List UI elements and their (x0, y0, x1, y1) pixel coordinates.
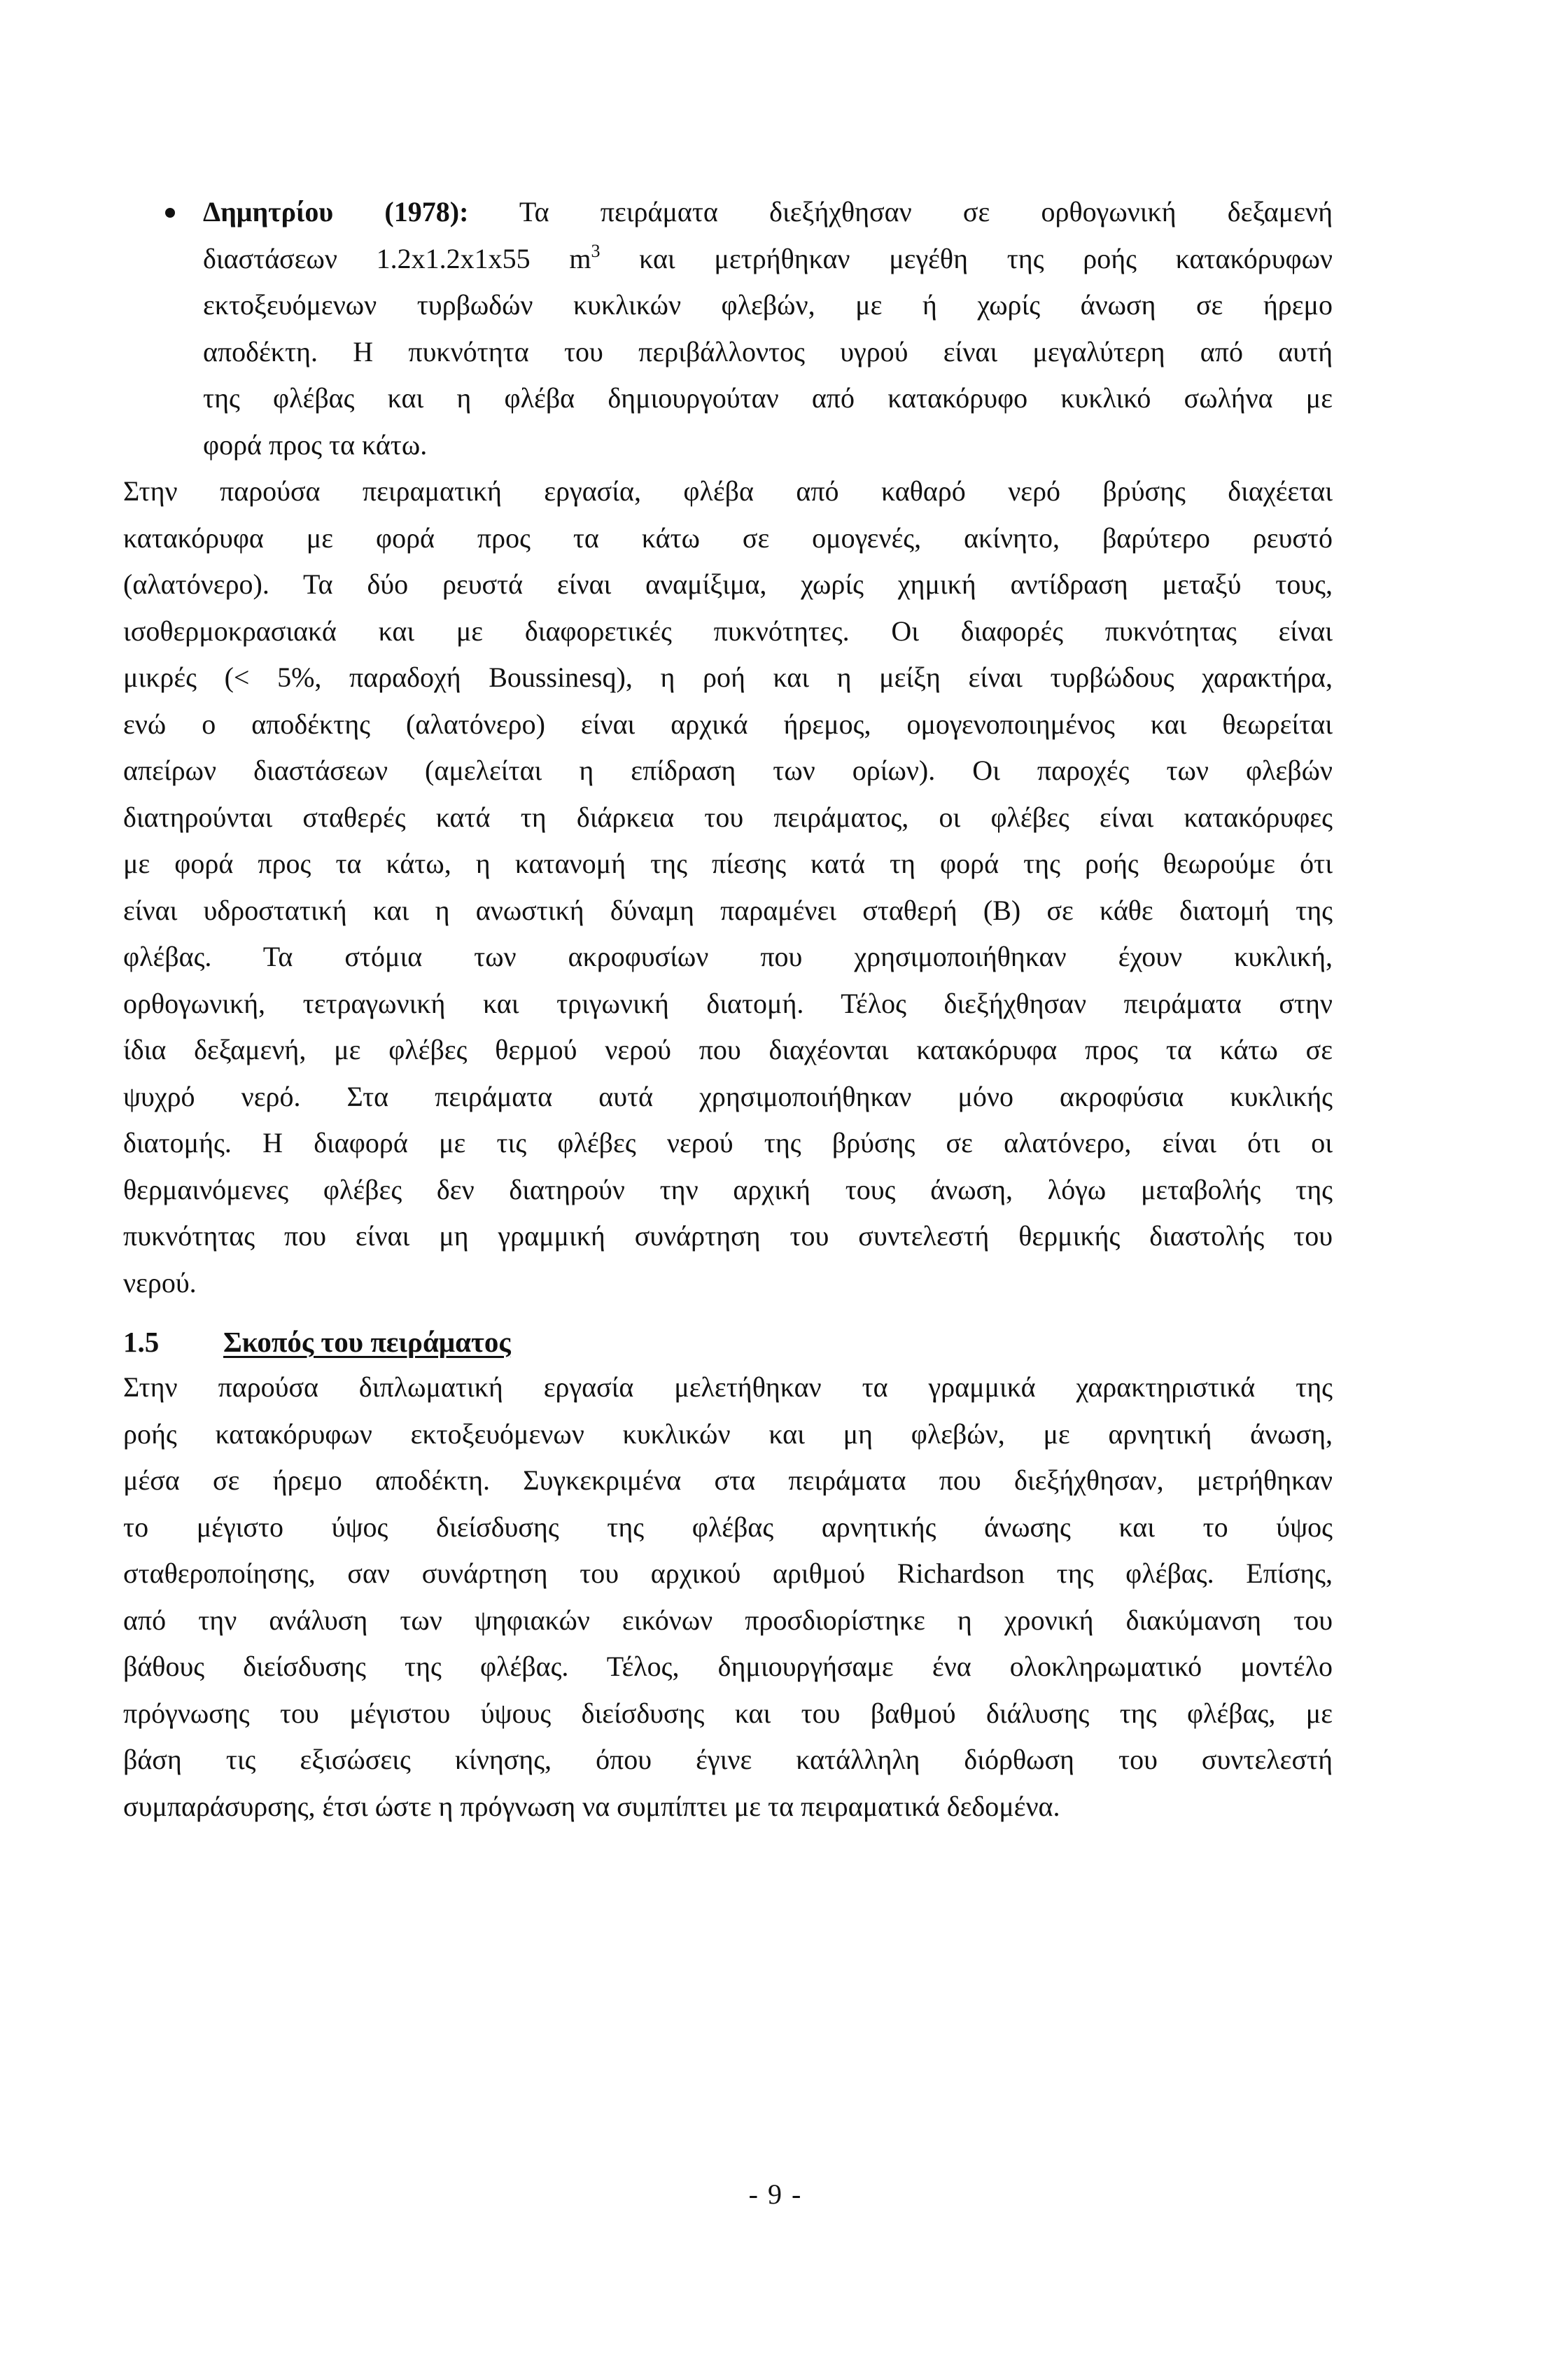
paragraph-line: νερού. (123, 1266, 197, 1298)
paragraph-line: ροής κατακόρυφων εκτοξευόμενων κυκλικών και μη φλεβών, με αρνητική άνωση, (123, 1418, 1333, 1450)
paragraph-line: διατηρούνται σταθερές κατά τη διάρκεια του πειράματος, οι φλέβες είναι κατακόρυφες (123, 801, 1333, 833)
section-title: Σκοπός του πειράματος (223, 1326, 511, 1358)
paragraph-experimental-setup (123, 468, 1333, 1306)
paragraph-line: σταθεροποίησης, σαν συνάρτηση του αρχικού αριθμού Richardson της φλέβας. Επίσης, (123, 1558, 1333, 1589)
bullet-line: της φλέβας και η φλέβα δημιουργούταν από κατακόρυφο κυκλικό σωλήνα με (203, 382, 1333, 414)
paragraph-line: ορθογωνική, τετραγωνική και τριγωνική διατομή. Τέλος διεξήχθησαν πειράματα στην (123, 987, 1333, 1019)
bullet-author: Δημητρίου (1978): (203, 196, 469, 227)
paragraph-line: διατομής. Η διαφορά με τις φλέβες νερού της βρύσης σε αλατόνερο, είναι ότι οι (123, 1127, 1333, 1158)
bullet-line: εκτοξευόμενων τυρβωδών κυκλικών φλεβών, με ή χωρίς άνωση σε ήρεμο (203, 289, 1333, 321)
paragraph-line: ψυχρό νερό. Στα πειράματα αυτά χρησιμοποιήθηκαν μόνο ακροφύσια κυκλικής (123, 1080, 1333, 1112)
bullet-item (203, 189, 1333, 468)
paragraph-line: (αλατόνερο). Τα δύο ρευστά είναι αναμίξιμα, χωρίς χημική αντίδραση μεταξύ τους, (123, 568, 1333, 600)
paragraph-line: συμπαράσυρσης, έτσι ώστε η πρόγνωση να συμπίπτει με τα πειραματικά δεδομένα. (123, 1790, 1060, 1822)
paragraph-line: θερμαινόμενες φλέβες δεν διατηρούν την αρχική τους άνωση, λόγω μεταβολής της (123, 1173, 1333, 1205)
paragraph-line: μικρές (< 5%, παραδοχή Boussinesq), η ροή και η μείξη είναι τυρβώδους χαρακτήρα, (123, 662, 1333, 693)
bullet-line: αποδέκτη. Η πυκνότητα του περιβάλλοντος υγρού είναι μεγαλύτερη από αυτή (203, 335, 1333, 368)
unit-superscript: 3 (591, 240, 601, 261)
bullet-line-text: Τα πειράματα διεξήχθησαν σε ορθογωνική δεξαμενή (468, 196, 1333, 227)
paragraph-line: ενώ ο αποδέκτης (αλατόνερο) είναι αρχικά ήρεμος, ομογενοποιημένος και θεωρείται (123, 708, 1333, 740)
paragraph-line: φλέβας. Τα στόμια των ακροφυσίων που χρησιμοποιήθηκαν έχουν κυκλική, (123, 941, 1333, 972)
bullet-line-text: και μετρήθηκαν μεγέθη της ροής κατακόρυφων (600, 242, 1333, 274)
paragraph-objective (123, 1364, 1333, 1830)
paragraph-line: μέσα σε ήρεμο αποδέκτη. Συγκεκριμένα στα πειράματα που διεξήχθησαν, μετρήθηκαν (123, 1464, 1333, 1496)
paragraph-line: Στην παρούσα πειραματική εργασία, φλέβα από καθαρό νερό βρύσης διαχέεται (123, 475, 1333, 507)
bullet-line (203, 189, 1333, 236)
section-number: 1.5 (123, 1326, 160, 1358)
paragraph-line: είναι υδροστατική και η ανωστική δύναμη παραμένει σταθερή (Β) σε κάθε διατομή της (123, 894, 1333, 926)
bullet-line: φορά προς τα κάτω. (203, 428, 428, 461)
bullet-dot-icon (165, 208, 175, 218)
paragraph-line: πρόγνωσης του μέγιστου ύψους διείσδυσης και του βαθμού διάλυσης της φλέβας, με (123, 1697, 1333, 1729)
paragraph-line: με φορά προς τα κάτω, η κατανομή της πίεσης κατά τη φορά της ροής θεωρούμε ότι (123, 848, 1333, 879)
bullet-line (203, 236, 1333, 283)
paragraph-line: κατακόρυφα με φορά προς τα κάτω σε ομογενές, ακίνητο, βαρύτερο ρευστό (123, 522, 1333, 554)
page-number: - 9 - (748, 2178, 803, 2210)
section-heading (123, 1319, 511, 1365)
paragraph-line: από την ανάλυση των ψηφιακών εικόνων προσδιορίστηκε η χρονική διακύμανση του (123, 1604, 1333, 1636)
paragraph-line: απείρων διαστάσεων (αμελείται η επίδραση των ορίων). Οι παροχές των φλεβών (123, 755, 1333, 786)
paragraph-line: ίδια δεξαμενή, με φλέβες θερμού νερού που διαχέονται κατακόρυφα προς τα κάτω σε (123, 1034, 1333, 1065)
paragraph-line: το μέγιστο ύψος διείσδυσης της φλέβας αρνητικής άνωσης και το ύψος (123, 1511, 1333, 1543)
paragraph-line: πυκνότητας που είναι μη γραμμική συνάρτηση του συντελεστή θερμικής διαστολής του (123, 1220, 1333, 1252)
paragraph-line: βάση τις εξισώσεις κίνησης, όπου έγινε κατάλληλη διόρθωση του συντελεστή (123, 1744, 1333, 1775)
paragraph-line: Στην παρούσα διπλωματική εργασία μελετήθηκαν τα γραμμικά χαρακτηριστικά της (123, 1371, 1333, 1403)
paragraph-line: βάθους διείσδυσης της φλέβας. Τέλος, δημιουργήσαμε ένα ολοκληρωματικό μοντέλο (123, 1651, 1333, 1682)
paragraph-line: ισοθερμοκρασιακά και με διαφορετικές πυκνότητες. Οι διαφορές πυκνότητας είναι (123, 615, 1333, 647)
bullet-line-text: διαστάσεων 1.2x1.2x1x55 m (203, 242, 591, 274)
